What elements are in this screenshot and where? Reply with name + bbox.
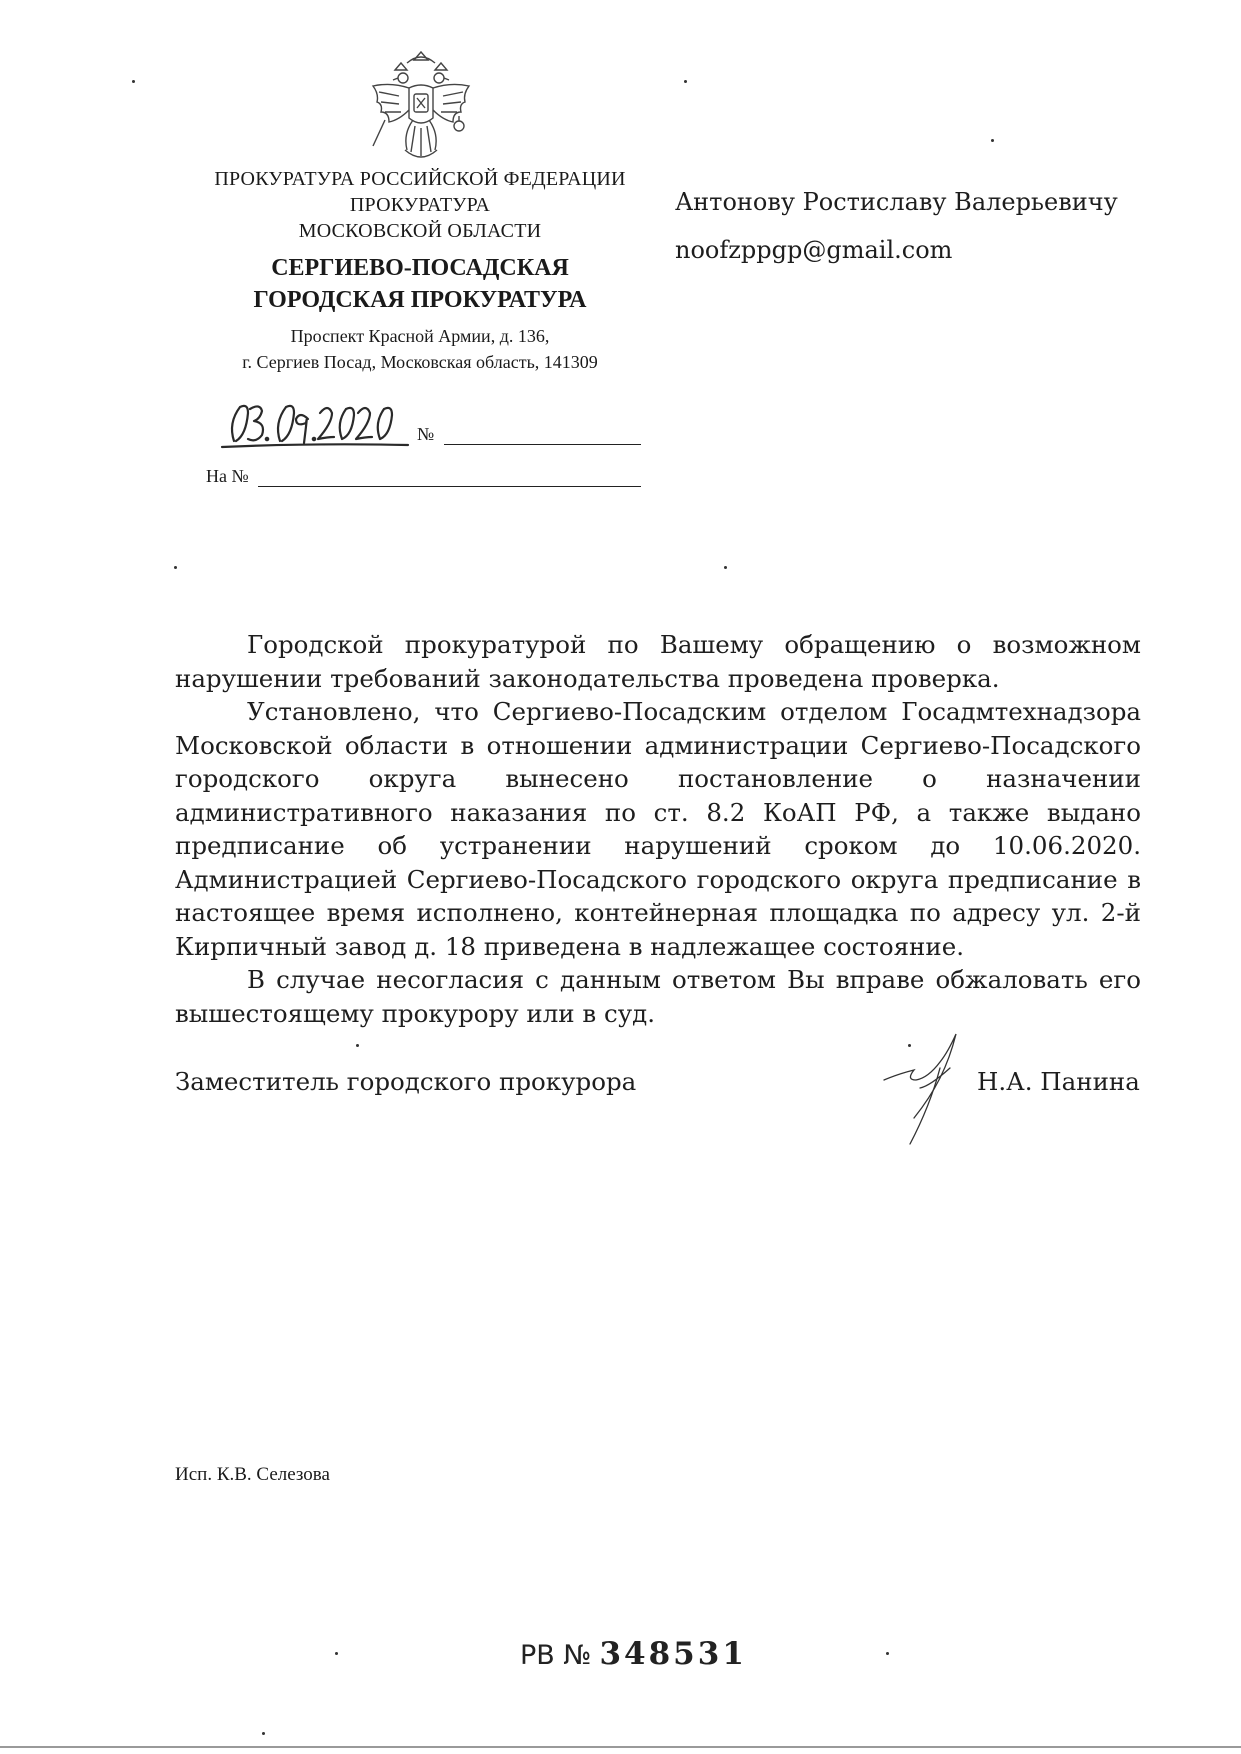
reference-field-line xyxy=(258,486,641,487)
body-paragraph-2: Установлено, что Сергиево-Посадским отделом Госадмтехнадзора Московской области в отношении администрации Сергиево-Посадского городского округа вынесено постановление о назначении административного наказания по ст. 8.2 КоАП РФ, а также выдано предписание об устранении нарушений сроком до 10.06.2020. Администрацией Сергиево-Посадского городского округа предписание в настоящее время исполнено, контейнерная площадка по адресу ул. 2-й Кирпичный завод д. 18 приведена в надлежащее состояние. xyxy=(175,697,1141,961)
scan-speck xyxy=(724,566,727,569)
executor-name: Исп. К.В. Селезова xyxy=(175,1464,330,1485)
scan-speck xyxy=(262,1732,265,1735)
reference-number-label: На № xyxy=(206,466,249,486)
office-address-line2: г. Сергиев Посад, Московская область, 141309 xyxy=(242,352,598,372)
office-name-line2: ГОРОДСКАЯ ПРОКУРАТУРА xyxy=(253,287,587,313)
agency-name-line3: МОСКОВСКОЙ ОБЛАСТИ xyxy=(298,220,542,242)
scan-speck xyxy=(886,1652,889,1655)
blank-series-number: 348531 xyxy=(599,1636,747,1672)
scan-speck xyxy=(991,139,994,142)
agency-name-line1: ПРОКУРАТУРА РОССИЙСКОЙ ФЕДЕРАЦИИ xyxy=(214,168,626,190)
signatory-name: Н.А. Панина xyxy=(977,1067,1140,1096)
scan-speck xyxy=(908,1044,911,1047)
scan-speck xyxy=(684,80,687,83)
addressee-name: Антонову Ростиславу Валерьевичу xyxy=(675,188,1118,216)
scan-speck xyxy=(174,566,177,569)
blank-serial xyxy=(520,1636,747,1672)
handwritten-date xyxy=(220,395,410,455)
body-paragraph-1: Городской прокуратурой по Вашему обращению о возможном нарушении требований законодательства проведена проверка. xyxy=(175,630,1141,693)
blank-series-label: РВ № xyxy=(520,1640,592,1671)
scan-edge-line xyxy=(0,1746,1241,1748)
scan-speck xyxy=(132,80,135,83)
signatory-position: Заместитель городского прокурора xyxy=(175,1067,637,1096)
agency-name-line2: ПРОКУРАТУРА xyxy=(349,194,491,216)
handwritten-signature-icon xyxy=(880,1030,990,1148)
office-address-line1: Проспект Красной Армии, д. 136, xyxy=(290,326,550,346)
scan-speck xyxy=(335,1652,338,1655)
scan-speck xyxy=(356,1044,359,1047)
number-field-line xyxy=(444,444,641,445)
coat-of-arms-icon xyxy=(365,48,477,166)
addressee-email: noofzppgp@gmail.com xyxy=(675,236,953,264)
body-paragraph-3: В случае несогласия с данным ответом Вы вправе обжаловать его вышестоящему прокурору или в суд. xyxy=(175,965,1141,1028)
number-label: № xyxy=(417,424,435,444)
office-name-line1: СЕРГИЕВО-ПОСАДСКАЯ xyxy=(271,255,569,281)
